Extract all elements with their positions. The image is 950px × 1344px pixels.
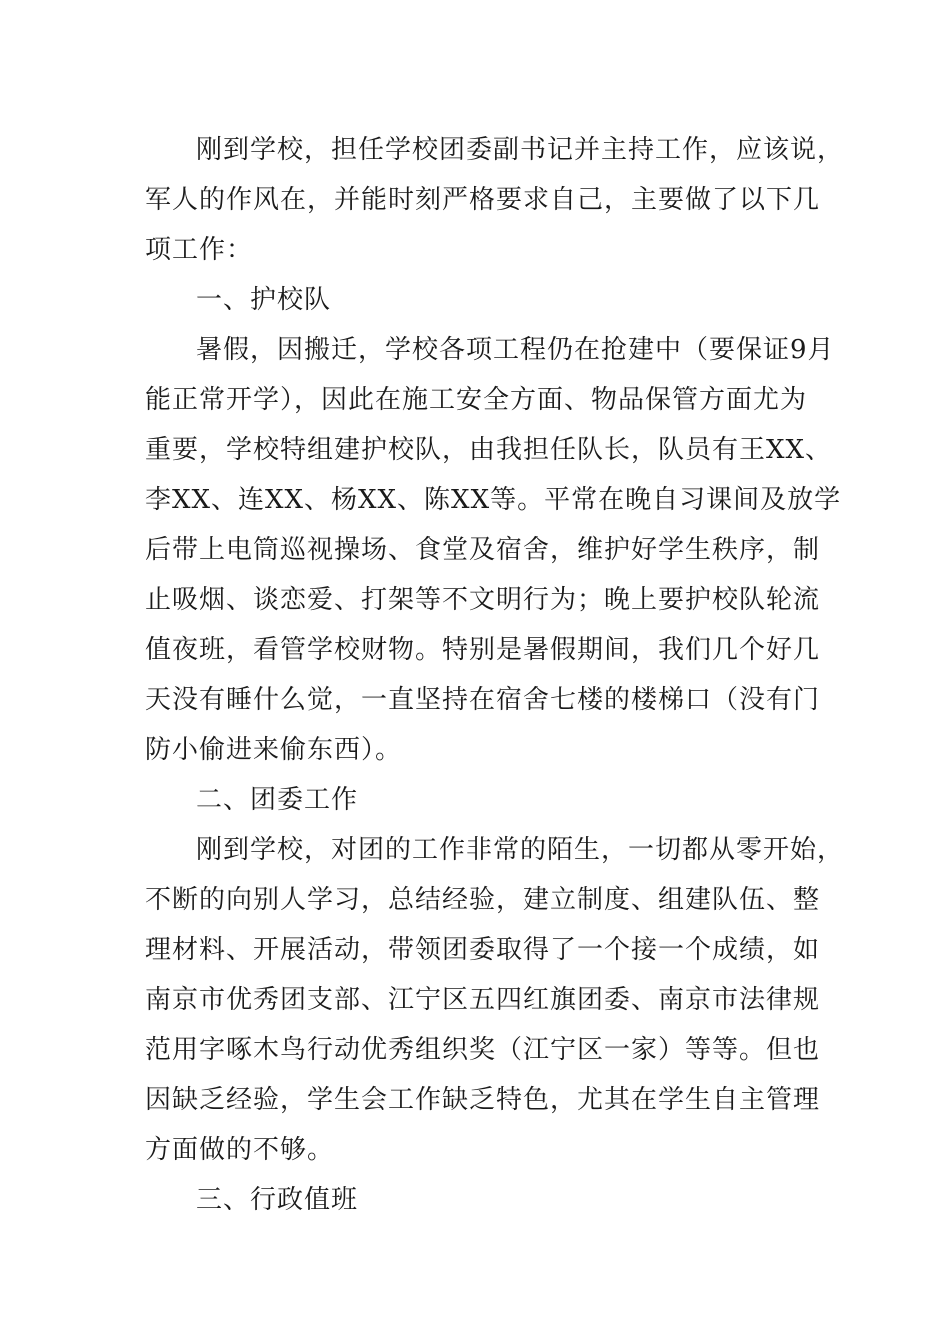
paragraph-line: 范用字啄木鸟行动优秀组织奖（江宁区一家）等等。但也 bbox=[145, 1035, 821, 1065]
paragraph-line: 防小偷进来偷东西）。 bbox=[145, 735, 403, 765]
paragraph-line: 南京市优秀团支部、江宁区五四红旗团委、南京市法律规 bbox=[145, 985, 821, 1015]
paragraph-line: 项工作： bbox=[145, 235, 254, 265]
section-heading: 二、团委工作 bbox=[196, 785, 359, 815]
paragraph-line: 理材料、开展活动，带领团委取得了一个接一个成绩，如 bbox=[145, 935, 821, 965]
paragraph-line: 能正常开学），因此在施工安全方面、物品保管方面尤为 bbox=[145, 385, 808, 415]
section-heading: 一、护校队 bbox=[196, 285, 332, 315]
paragraph-line: 因缺乏经验，学生会工作缺乏特色，尤其在学生自主管理 bbox=[145, 1085, 821, 1115]
paragraph-line: 天没有睡什么觉，一直坚持在宿舍七楼的楼梯口（没有门 bbox=[145, 685, 821, 715]
paragraph-line: 重要，学校特组建护校队，由我担任队长，队员有王XX、 bbox=[145, 435, 833, 465]
paragraph-line: 刚到学校，对团的工作非常的陌生，一切都从零开始， bbox=[196, 835, 845, 865]
paragraph-line: 暑假，因搬迁，学校各项工程仍在抢建中（要保证9月 bbox=[196, 335, 835, 365]
paragraph-line: 李XX、连XX、杨XX、陈XX等。平常在晚自习课间及放学 bbox=[145, 485, 842, 515]
paragraph-line: 值夜班，看管学校财物。特别是暑假期间，我们几个好几 bbox=[145, 635, 821, 665]
paragraph-line: 不断的向别人学习，总结经验，建立制度、组建队伍、整 bbox=[145, 885, 821, 915]
paragraph-line: 军人的作风在，并能时刻严格要求自己，主要做了以下几 bbox=[145, 185, 821, 215]
section-heading: 三、行政值班 bbox=[196, 1185, 359, 1215]
paragraph-line: 后带上电筒巡视操场、食堂及宿舍，维护好学生秩序，制 bbox=[145, 535, 821, 565]
paragraph-line: 刚到学校，担任学校团委副书记并主持工作，应该说， bbox=[196, 135, 845, 165]
paragraph-line: 止吸烟、谈恋爱、打架等不文明行为；晚上要护校队轮流 bbox=[145, 585, 821, 615]
paragraph-line: 方面做的不够。 bbox=[145, 1135, 335, 1165]
